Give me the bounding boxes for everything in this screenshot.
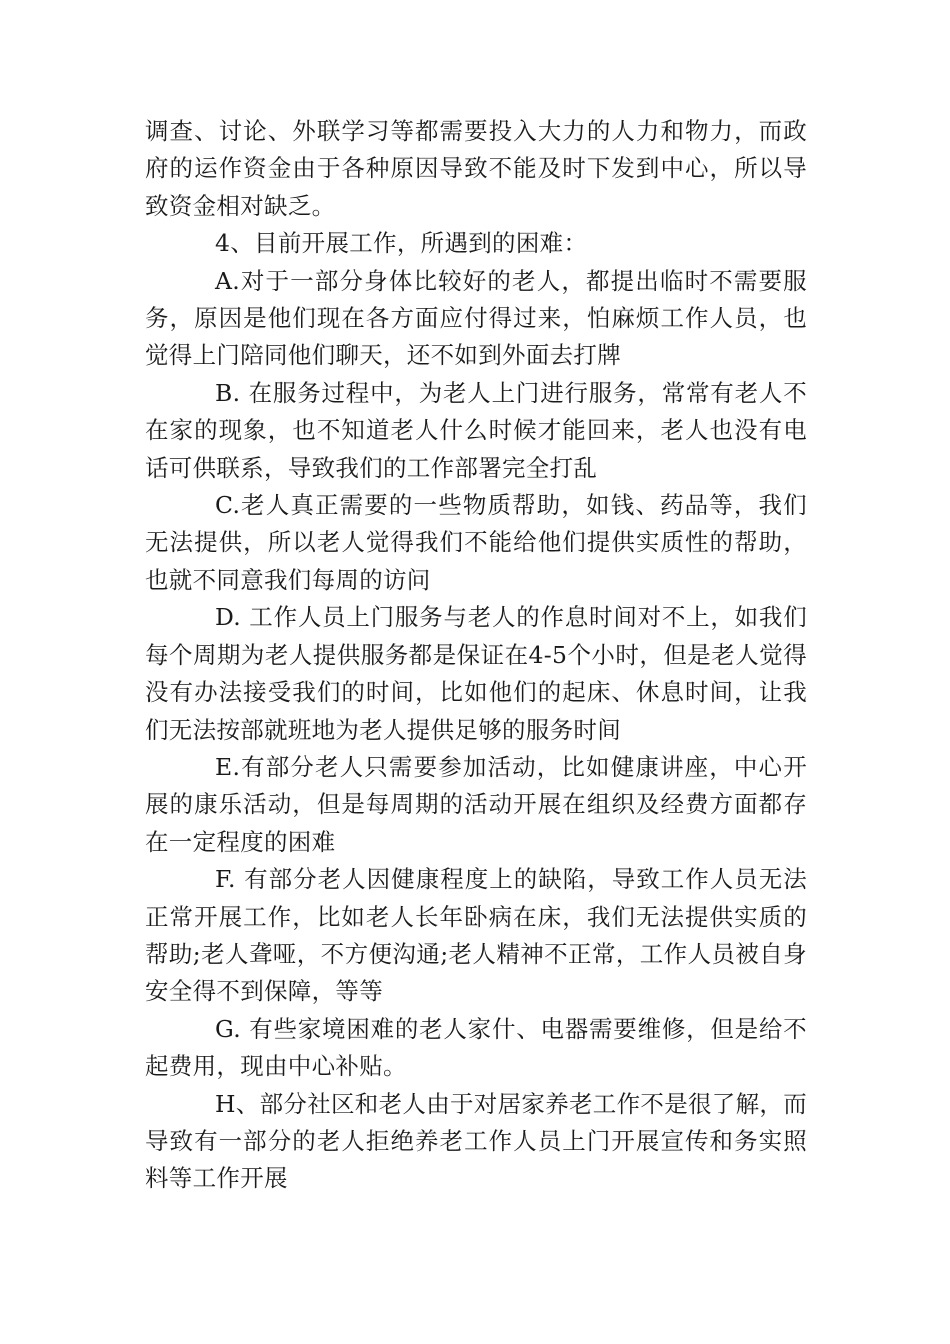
paragraph-item-e: E.有部分老人只需要参加活动，比如健康讲座，中心开展的康乐活动，但是每周期的活动开展在组织及经费方面都存在一定程度的困难 <box>145 752 807 856</box>
paragraph-item-d: D. 工作人员上门服务与老人的作息时间对不上，如我们每个周期为老人提供服务都是保证在4-5个小时，但是老人觉得没有办法接受我们的时间，比如他们的起床、休息时间，让我们无法按部就班地为老人提供足够的服务时间 <box>145 603 807 744</box>
paragraph-item-c: C.老人真正需要的一些物质帮助，如钱、药品等，我们无法提供，所以老人觉得我们不能给他们提供实质性的帮助，也就不同意我们每周的访问 <box>145 491 807 594</box>
paragraph-item-h: H、部分社区和老人由于对居家养老工作不是很了解，而导致有一部分的老人拒绝养老工作人员上门开展宣传和务实照料等工作开展 <box>145 1089 807 1193</box>
paragraph-intro: 调查、讨论、外联学习等都需要投入大力的人力和物力，而政府的运作资金由于各种原因导致不能及时下发到中心，所以导致资金相对缺乏。 <box>145 117 807 220</box>
paragraph-item-b: B. 在服务过程中，为老人上门进行服务，常常有老人不在家的现象，也不知道老人什么时候才能回来，老人也没有电话可供联系，导致我们的工作部署完全打乱 <box>145 378 807 482</box>
paragraph-item-a: A.对于一部分身体比较好的老人，都提出临时不需要服务，原因是他们现在各方面应付得过来，怕麻烦工作人员，也觉得上门陪同他们聊天，还不如到外面去打牌 <box>145 266 807 370</box>
paragraph-heading-difficulties: 4、目前开展工作，所遇到的困难： <box>215 229 588 258</box>
paragraph-item-f: F. 有部分老人因健康程度上的缺陷，导致工作人员无法正常开展工作，比如老人长年卧病在床，我们无法提供实质的帮助;老人聋哑，不方便沟通;老人精神不正常，工作人员被自身安全得不到保障，等等 <box>145 865 807 1006</box>
paragraph-item-g: G. 有些家境困难的老人家什、电器需要维修，但是给不起费用，现由中心补贴。 <box>145 1014 807 1081</box>
document-body <box>145 113 807 1198</box>
